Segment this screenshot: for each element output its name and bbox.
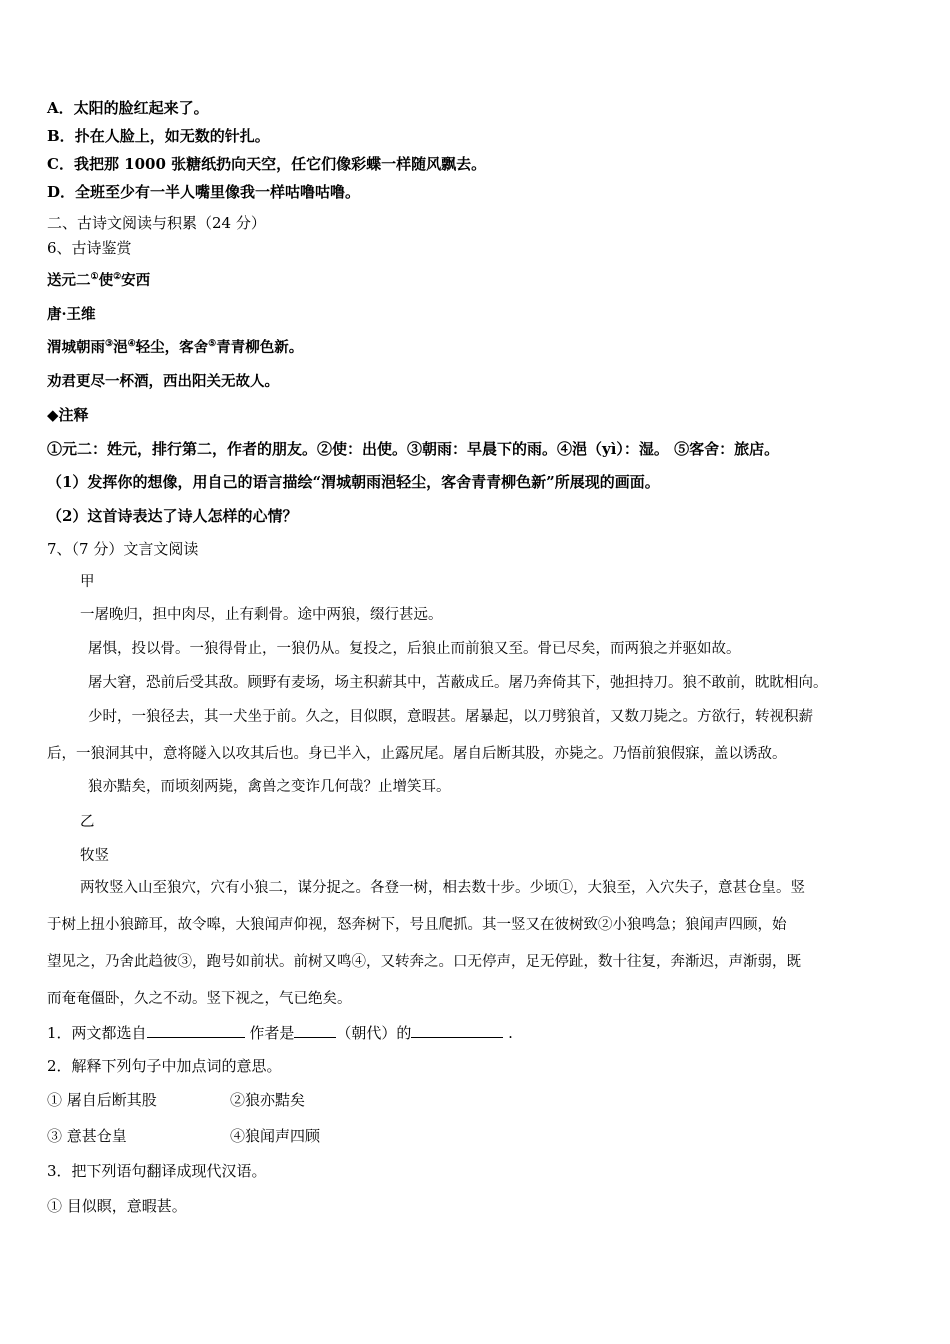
passage-yi-paragraph: 望见之，乃舍此趋彼③，跑号如前状。前树又鸣④，又转奔之。口无停声，足无停趾，数十往复，奔渐迟，声渐弱，既 — [47, 954, 801, 970]
passage-yi-paragraph: 两牧竖入山至狼穴，穴有小狼二，谋分捉之。各登一树，相去数十步。少顷①，大狼至，入穴失子，意甚仓皇。竖 — [80, 880, 805, 896]
question-2-item-3: ③ 意甚仓皇 — [47, 1127, 127, 1145]
answer-blank-source[interactable] — [147, 1023, 245, 1038]
question-text: 1．两文都选自 — [47, 1024, 147, 1042]
option-c-label: C． — [47, 155, 74, 173]
poem-author: 唐·王维 — [47, 306, 96, 323]
option-b-label: B． — [47, 127, 75, 145]
poem-title-part: 使 — [98, 272, 114, 289]
poem-line-1 — [47, 338, 303, 358]
poem-text: 轻尘，客舍 — [135, 339, 209, 356]
passage-jia-paragraph: 少时，一狼径去，其一犬坐于前。久之，目似瞑，意暇甚。屠暴起，以刀劈狼首，又数刀毙之。方欲行，转视积薪 — [88, 709, 813, 725]
footnote-marker: ④ — [127, 339, 136, 350]
notes-title: ◆注释 — [47, 406, 89, 424]
passage-jia-paragraph: 屠大窘，恐前后受其敌。顾野有麦场，场主积薪其中，苫蔽成丘。屠乃奔倚其下，弛担持刀。狼不敢前，眈眈相向。 — [88, 675, 828, 691]
option-a-text: 太阳的脸红起来了。 — [73, 99, 209, 117]
footnote-marker: ② — [113, 272, 122, 283]
question-7-heading: 7、（7 分）文言文阅读 — [47, 540, 199, 558]
passage-yi-paragraph: 而奄奄僵卧，久之不动。竖下视之，气已绝矣。 — [47, 991, 352, 1007]
poem-title-part: 送元二 — [47, 272, 91, 289]
footnote-marker: ⑤ — [208, 339, 217, 350]
section-title: 二、古诗文阅读与积累（24 分） — [47, 214, 266, 232]
notes-text: ①元二：姓元，排行第二，作者的朋友。②使：出使。③朝雨：早晨下的雨。④浥（yì）：湿。 ⑤客舍：旅店。 — [47, 440, 780, 458]
passage-jia-label: 甲 — [80, 574, 95, 590]
question-3-item-1: ① 目似瞑，意暇甚。 — [47, 1197, 187, 1215]
option-c-text: 我把那 1000 张糖纸扔向天空，任它们像彩蝶一样随风飘去。 — [73, 155, 487, 173]
option-a — [47, 98, 209, 118]
passage-yi-paragraph: 于树上扭小狼蹄耳，故令嗥，大狼闻声仰视，怒奔树下，号且爬抓。其一竖又在彼树致②小狼鸣急；狼闻声四顾，始 — [47, 917, 787, 933]
question-2-item-1: ① 屠自后断其股 — [47, 1091, 157, 1109]
poem-title — [47, 271, 150, 291]
option-d-label: D． — [47, 183, 76, 201]
footnote-marker: ① — [90, 272, 99, 283]
poem-text: 渭城朝雨 — [47, 339, 105, 356]
passage-jia-paragraph: 狼亦黠矣，而顷刻两毙，禽兽之变诈几何哉？止增笑耳。 — [88, 779, 451, 795]
question-2-item-2: ②狼亦黠矣 — [230, 1091, 306, 1109]
question-text: （朝代）的 — [336, 1024, 412, 1042]
subquestion-2: （2）这首诗表达了诗人怎样的心情？ — [47, 507, 298, 525]
question-text: . — [503, 1024, 513, 1042]
answer-blank-dynasty-writer[interactable] — [411, 1023, 503, 1038]
poem-text: 青青柳色新。 — [216, 339, 304, 356]
subquestion-1: （1）发挥你的想像，用自己的语言描绘“渭城朝雨浥轻尘，客舍青青柳色新”所展现的画面。 — [47, 473, 660, 491]
fill-in-question-1 — [47, 1023, 513, 1043]
poem-text: 浥 — [113, 339, 128, 356]
option-c — [47, 154, 486, 174]
question-2-item-4: ④狼闻声四顾 — [230, 1127, 321, 1145]
option-d — [47, 182, 360, 202]
passage-jia-paragraph: 屠惧，投以骨。一狼得骨止，一狼仍从。复投之，后狼止而前狼又至。骨已尽矣，而两狼之并驱如故。 — [88, 641, 741, 657]
poem-title-part: 安西 — [121, 272, 151, 289]
poem-line-2: 劝君更尽一杯酒，西出阳关无故人。 — [47, 373, 279, 390]
question-text: 作者是 — [244, 1024, 295, 1042]
question-6-heading: 6、古诗鉴赏 — [47, 239, 132, 257]
answer-blank-author[interactable] — [294, 1023, 336, 1038]
option-d-text: 全班至少有一半人嘴里像我一样咕噜咕噜。 — [75, 183, 361, 201]
option-a-label: A． — [47, 99, 74, 117]
question-3-text: 3．把下列语句翻译成现代汉语。 — [47, 1162, 267, 1180]
passage-yi-label: 乙 — [80, 814, 95, 830]
option-b — [47, 126, 270, 146]
footnote-marker: ③ — [105, 339, 114, 350]
passage-yi-title: 牧竖 — [80, 848, 109, 864]
option-b-text: 扑在人脸上，如无数的针扎。 — [74, 127, 270, 145]
passage-jia-paragraph: 一屠晚归，担中肉尽，止有剩骨。途中两狼，缀行甚远。 — [80, 607, 443, 623]
passage-jia-paragraph: 后，一狼洞其中，意将隧入以攻其后也。身已半入，止露尻尾。屠自后断其股，亦毙之。乃悟前狼假寐，盖以诱敌。 — [47, 746, 787, 762]
question-2-text: 2．解释下列句子中加点词的意思。 — [47, 1057, 282, 1075]
